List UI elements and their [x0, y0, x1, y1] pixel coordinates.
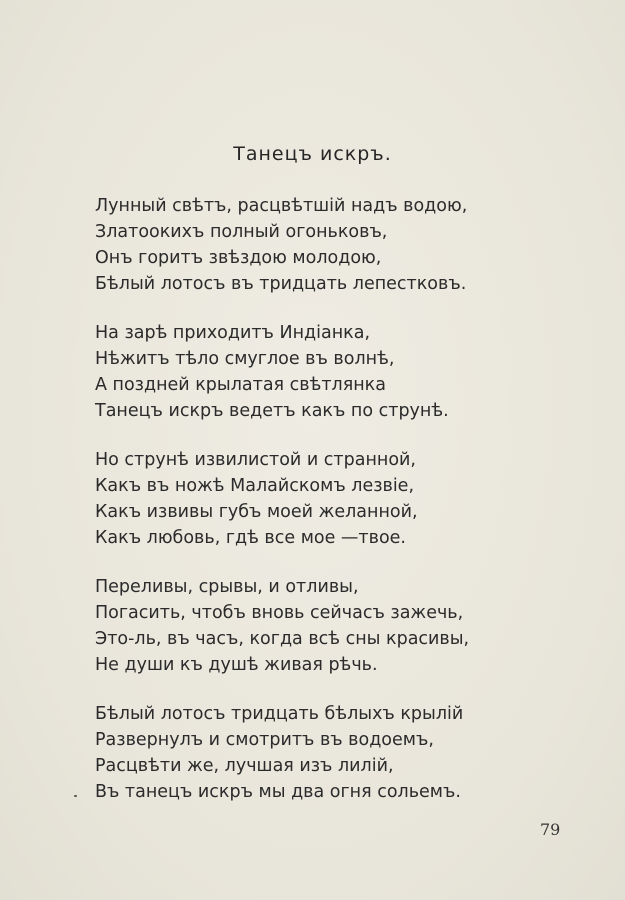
poem-line: Златоокихъ полный огоньковъ,	[95, 222, 388, 242]
poem-line: Не души къ душѣ живая рѣчь.	[95, 655, 378, 675]
page-number: 79	[540, 820, 561, 839]
stanza-2	[95, 320, 515, 424]
poem-line: Какъ извивы губъ моей желанной,	[95, 502, 418, 522]
poem-line: Развернулъ и смотритъ въ водоемъ,	[95, 730, 434, 750]
poem-line: Бѣлый лотосъ въ тридцать лепестковъ.	[95, 274, 467, 294]
poem-line: А поздней крылатая свѣтлянка	[95, 375, 386, 395]
poem-line: Переливы, срывы, и отливы,	[95, 577, 359, 597]
poem-line: Какъ въ ножѣ Малайскомъ лезвіе,	[95, 476, 415, 496]
poem-line: Погасить, чтобъ вновь сейчасъ зажечь,	[95, 603, 464, 623]
poem-line: Какъ любовь, гдѣ все мое —твое.	[95, 528, 406, 548]
poem-line: Но струнѣ извилистой и странной,	[95, 450, 416, 470]
stanza-3	[95, 447, 515, 551]
poem-title: Танецъ искръ.	[233, 143, 392, 165]
stanza-4	[95, 574, 515, 678]
poem-line: Въ танецъ искръ мы два огня сольемъ.	[95, 782, 461, 802]
poem-line: Онъ горитъ звѣздою молодою,	[95, 248, 382, 268]
stanza-5	[95, 701, 515, 805]
ink-speck	[74, 795, 77, 797]
poem-line: Лунный свѣтъ, расцвѣтшій надъ водою,	[95, 196, 468, 216]
poem-line: Расцвѣти же, лучшая изъ лилій,	[95, 756, 394, 776]
stanza-1	[95, 193, 515, 297]
poem-line: Танецъ искръ ведетъ какъ по струнѣ.	[95, 401, 449, 421]
poem-line: На зарѣ приходитъ Индіанка,	[95, 323, 371, 343]
poem-line: Нѣжитъ тѣло смуглое въ волнѣ,	[95, 349, 395, 369]
poem-line: Бѣлый лотосъ тридцать бѣлыхъ крылій	[95, 704, 464, 724]
poem-line: Это-ль, въ часъ, когда всѣ сны красивы,	[95, 629, 470, 649]
